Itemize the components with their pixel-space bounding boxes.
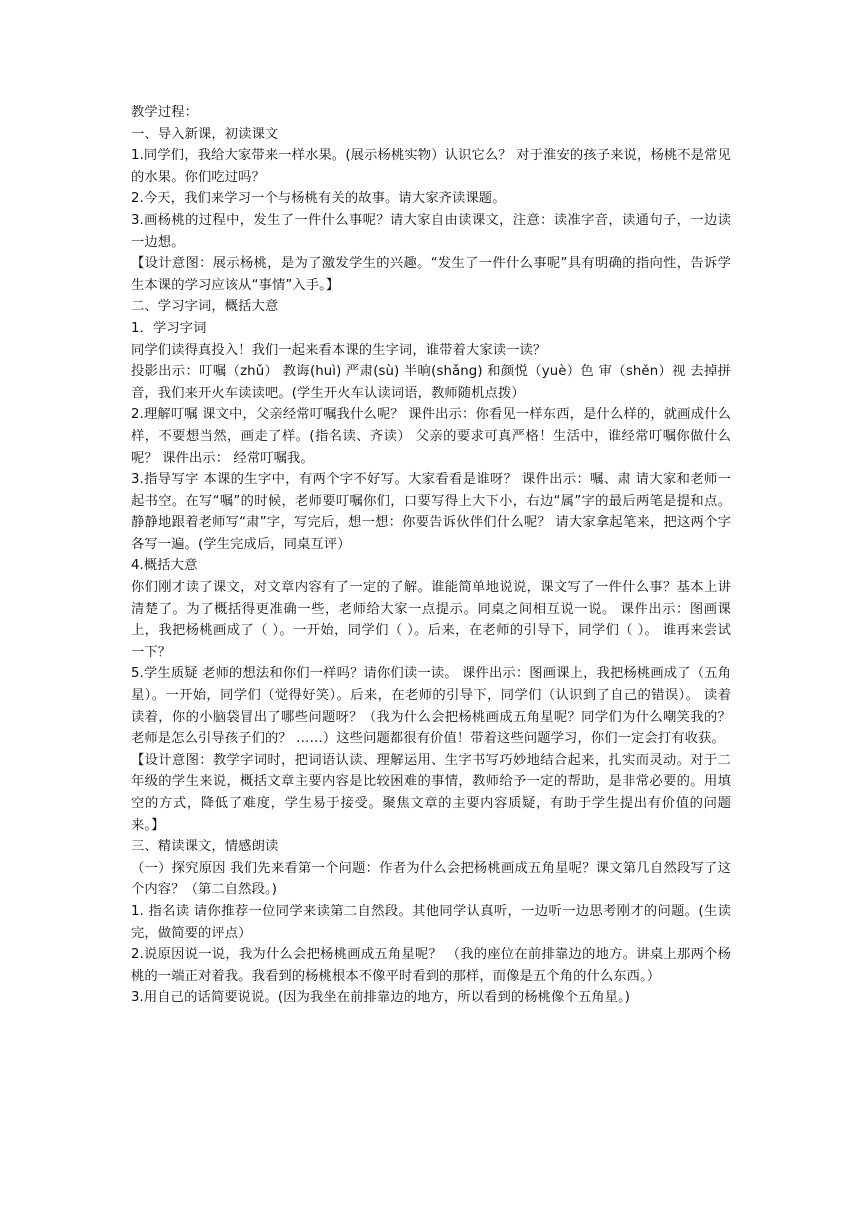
paragraph: 5.学生质疑 老师的想法和你们一样吗？请你们读一读。 课件出示：图画课上，我把杨桃画成了（五角星）。一开始，同学们（觉得好笑）。后来，在老师的引导下，同学们（认识到了自己的错误）。 读着读着，你的小脑袋冒出了哪些问题呀？（我为什么会把杨桃画成五角星呢？同学们为什么嘲笑我的？老师是怎么引导孩子们的？ ……）这些问题都很有价值！带着这些问题学习，你们一定会打有收获。 <box>131 666 731 747</box>
paragraph: 1. 指名读 请你推荐一位同学来读第二自然段。其他同学认真听，一边听一边思考刚才的问题。(生读完，做简要的评点） <box>131 903 731 941</box>
subsection-heading: 1．学习字词 <box>131 320 207 336</box>
section-heading-1: 一、导入新课，初读课文 <box>131 126 279 142</box>
paragraph: （一）探究原因 我们先来看第一个问题：作者为什么会把杨桃画成五角星呢？课文第几自然段写了这个内容？（第二自然段。) <box>131 860 731 898</box>
paragraph: 3.用自己的话简要说说。(因为我坐在前排靠边的地方，所以看到的杨桃像个五角星。) <box>131 990 631 1006</box>
paragraph: 3.画杨桃的过程中，发生了一件什么事呢？请大家自由读课文，注意：读准字音，读通句子，一边读一边想。 <box>131 212 731 250</box>
section-label-teaching-process: 教学过程： <box>131 105 198 120</box>
paragraph: 2.说原因说一说，我为什么会把杨桃画成五角星呢？ （我的座位在前排靠边的地方。讲桌上那两个杨桃的一端正对着我。我看到的杨桃根本不像平时看到的那样，而像是五个角的什么东西。） <box>131 947 731 984</box>
design-intent-note: 【设计意图：展示杨桃，是为了激发学生的兴趣。“发生了一件什么事呢”具有明确的指向性，告诉学生本课的学习应该从“事情”入手。】 <box>131 256 731 293</box>
paragraph: 2.今天，我们来学习一个与杨桃有关的故事。请大家齐读课题。 <box>131 191 506 207</box>
paragraph: 1.同学们，我给大家带来一样水果。(展示杨桃实物）认识它么？ 对于淮安的孩子来说，杨桃不是常见的水果。你们吃过吗？ <box>131 148 731 185</box>
paragraph: 你们刚才读了课文，对文章内容有了一定的了解。谁能简单地说说，课文写了一件什么事？基本上讲清楚了。为了概括得更准确一些，老师给大家一点提示。同桌之间相互说一说。 课件出示：图画课上，我把杨桃画成了（ ）。一开始，同学们（ ）。后来，在老师的引导下，同学们（ ）。 谁再来尝试一下？ <box>131 580 731 660</box>
paragraph: 2.理解叮嘱 课文中，父亲经常叮嘱我什么呢？ 课件出示：你看见一样东西，是什么样的，就画成什么样，不要想当然，画走了样。(指名读、齐读） 父亲的要求可真严格！生活中，谁经常叮嘱你做什么呢？ 课件出示： 经常叮嘱我。 <box>131 407 731 466</box>
paragraph: 3.指导写字 本课的生字中，有两个字不好写。大家看看是谁呀？ 课件出示：嘱、肃 请大家和老师一起书空。在写“嘱”的时候，老师要叮嘱你们，口要写得上大下小，右边“属”字的最后两笔是提和点。 静静地跟着老师写“肃”字，写完后，想一想：你要告诉伙伴们什么呢？ 请大家拿起笔来，把这两个字各写一遍。(学生完成后，同桌互评） <box>131 472 731 552</box>
document-body <box>131 102 731 1009</box>
subsection-heading: 4.概括大意 <box>131 558 198 574</box>
section-heading-2: 二、学习字词，概括大意 <box>131 299 279 315</box>
paragraph: 同学们读得真投入！我们一起来看本课的生字词，谁带着大家读一读？ <box>131 342 547 358</box>
paragraph: 投影出示：叮嘱（zhǔ） 教诲(huì) 严肃(sù) 半晌(shǎng) 和颜悦（yuè）色 审（shěn）视 去掉拼音，我们来开火车读读吧。(学生开火车认读词语，教师随机点拨） <box>131 364 731 401</box>
section-heading-3: 三、精读课文，情感朗读 <box>131 839 279 855</box>
design-intent-note: 【设计意图：教学字词时，把词语认读、理解运用、生字书写巧妙地结合起来，扎实而灵动。对于二年级的学生来说，概括文章主要内容是比较困难的事情，教师给予一定的帮助，是非常必要的。用填空的方式，降低了难度，学生易于接受。聚焦文章的主要内容质疑，有助于学生提出有价值的问题来。】 <box>131 752 731 833</box>
